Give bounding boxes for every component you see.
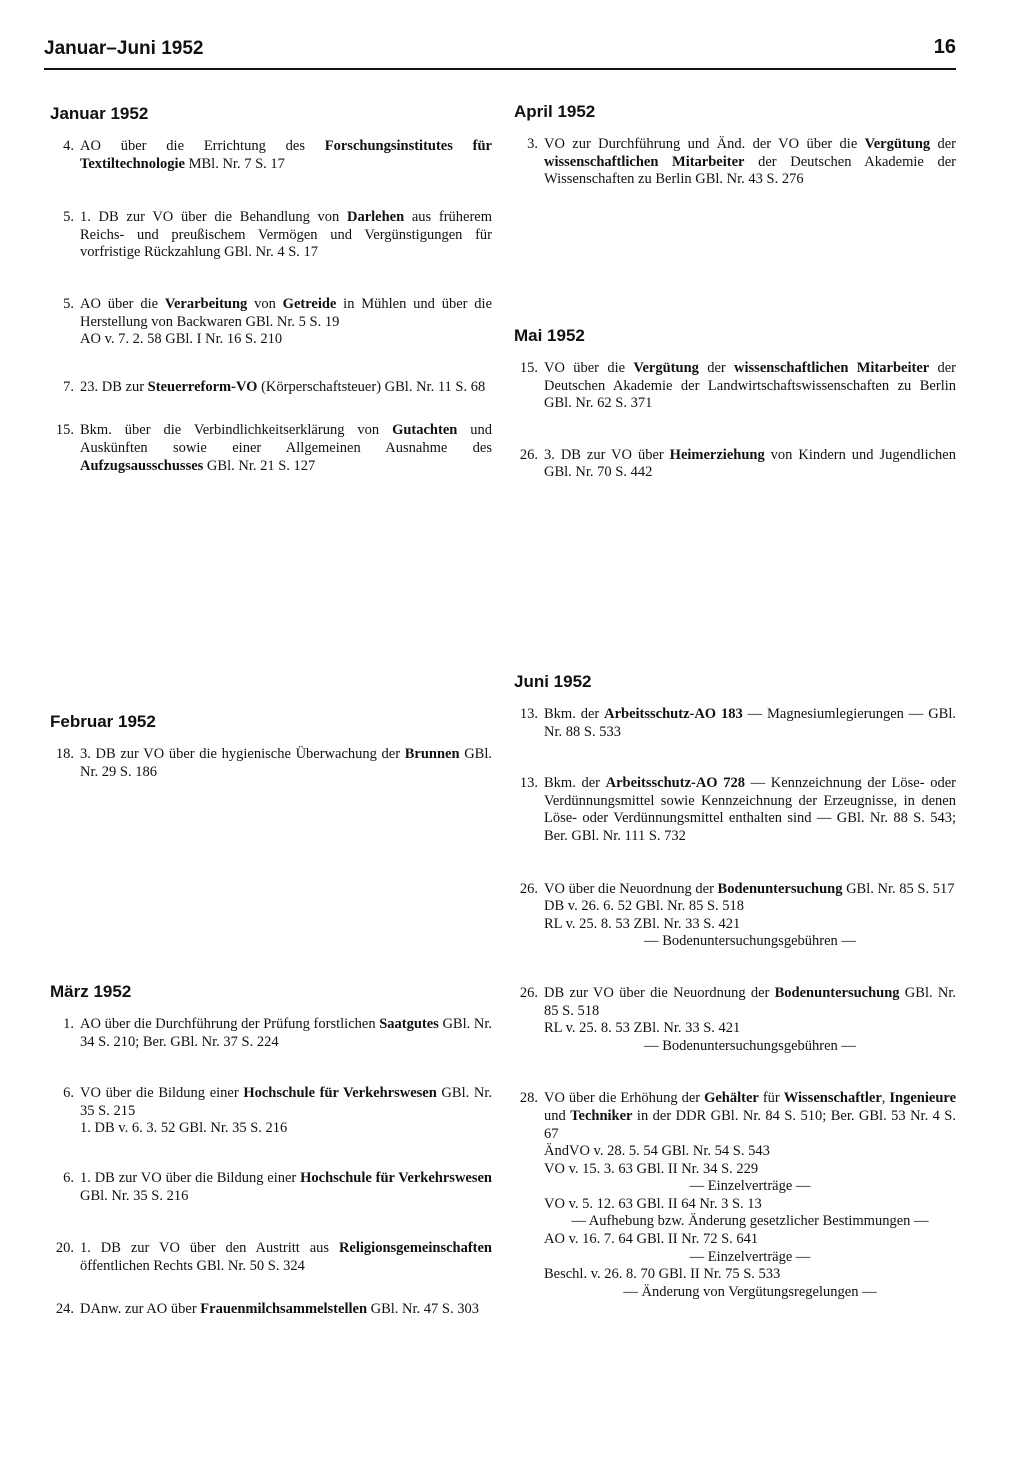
- section-heading: Juni 1952: [514, 672, 592, 691]
- entry-keyword: Bodenuntersuchung: [717, 880, 843, 897]
- entry-keyword: Arbeitsschutz-AO 183: [604, 706, 743, 722]
- entry-keyword: Vergütung: [633, 360, 699, 376]
- page-header: [44, 34, 956, 70]
- entry-text-part: der: [698, 360, 735, 376]
- entry-day: 6.: [63, 1085, 74, 1102]
- entry-keyword: Verarbeitung: [164, 295, 248, 312]
- entry-day: 1.: [63, 1016, 74, 1032]
- list-item: [514, 136, 956, 189]
- entry-text: [544, 985, 956, 1020]
- entry-subject-note: — Aufhebung bzw. Änderung gesetzlicher Bestimmungen —: [571, 1213, 929, 1230]
- entry-text-part: der Deutschen Akademie der Landwirtschaftswissenschaften zu Berlin GBl. Nr. 62 S. 371: [544, 360, 957, 412]
- entry-text: [544, 360, 956, 413]
- entry-keyword: Forschungsinstitutes für Textiltechnologie: [80, 138, 492, 172]
- entry-text-part: 3. DB zur VO über die hygienische Überwachung der: [80, 746, 405, 762]
- entry-text: [80, 1170, 492, 1205]
- entry-text-part: ,: [881, 1090, 890, 1107]
- entry-text-part: VO zur Durchführung und Änd. der VO über die: [544, 136, 865, 152]
- section-maerz: [50, 982, 492, 1319]
- entry-text-part: für: [758, 1090, 784, 1107]
- entry-day: 24.: [55, 1301, 74, 1318]
- entry-day: 13.: [519, 706, 538, 722]
- list-item: [514, 360, 956, 413]
- entry-day: 26.: [519, 446, 538, 463]
- section-heading: Mai 1952: [514, 326, 585, 345]
- list-item: [50, 746, 492, 781]
- list-item: [514, 985, 956, 1055]
- entry-day: 3.: [527, 136, 538, 152]
- entry-text-part: der Deutschen Akademie der Wissenschaften zu Berlin GBl. Nr. 43 S. 276: [544, 153, 956, 188]
- entry-keyword: Brunnen: [404, 746, 460, 762]
- entry-day: 6.: [63, 1169, 74, 1186]
- entry-amendment: AO v. 16. 7. 64 GBl. II Nr. 72 S. 641: [544, 1231, 759, 1248]
- entry-subject-note: — Bodenuntersuchungsgebühren —: [644, 1037, 856, 1054]
- entry-text: [80, 1240, 492, 1275]
- list-item: [514, 706, 956, 741]
- list-item: [50, 138, 492, 173]
- entry-text-part: VO über die Erhöhung der: [544, 1090, 705, 1107]
- entry-text-part: von: [247, 295, 283, 312]
- entry-text: [544, 775, 956, 845]
- entry-text-part: VO über die Bildung einer: [80, 1085, 244, 1102]
- entry-day: 26.: [519, 880, 538, 897]
- entry-subject-note: — Einzelverträge —: [689, 1248, 811, 1265]
- entry-text-part: — Magnesiumlegierungen — GBl. Nr. 88 S. 533: [544, 706, 956, 740]
- entry-text-part: AO über die Errichtung des: [80, 138, 325, 154]
- entry-text-part: und: [544, 1107, 571, 1124]
- entry-text-part: und Auskünften sowie einer Allgemeinen Ausnahme des: [80, 422, 492, 456]
- entry-text-part: GBl. Nr. 85 S. 517: [842, 880, 955, 897]
- section-april: [514, 102, 956, 189]
- list-item: [50, 379, 492, 397]
- entry-text: [80, 209, 492, 262]
- entry-text: [80, 138, 492, 173]
- section-mai: [514, 326, 956, 482]
- list-item: [50, 296, 492, 349]
- entry-amendment: RL v. 25. 8. 53 ZBl. Nr. 33 S. 421: [544, 915, 741, 932]
- entry-text-part: MBl. Nr. 7 S. 17: [184, 155, 285, 172]
- entry-day: 18.: [55, 746, 74, 762]
- entry-text-part: AO über die Durchführung der Prüfung forstlichen: [80, 1016, 380, 1032]
- entry-text-part: AO über die: [80, 295, 165, 312]
- entry-subject-note: — Einzelverträge —: [689, 1178, 811, 1195]
- list-item: [50, 1301, 492, 1319]
- entry-text-part: VO über die Neuordnung der: [544, 880, 718, 897]
- entry-amendment: AO v. 7. 2. 58 GBl. I Nr. 16 S. 210: [80, 331, 283, 348]
- section-heading: März 1952: [50, 982, 132, 1001]
- entry-text-part: DAnw. zur AO über: [80, 1301, 201, 1318]
- entry-keyword: Frauenmilchsammelstellen: [200, 1301, 368, 1318]
- entry-text: [544, 706, 956, 741]
- list-item: [514, 447, 956, 482]
- entry-text-part: Bkm. der: [544, 775, 606, 792]
- entry-amendment: VO v. 15. 3. 63 GBl. II Nr. 34 S. 229: [544, 1160, 759, 1177]
- entry-text: [80, 422, 492, 475]
- entry-keyword: wissenschaftlichen Mitarbeiter: [734, 360, 930, 376]
- list-item: [50, 422, 492, 475]
- entry-day: 5.: [63, 295, 74, 312]
- section-juni: [514, 672, 956, 1301]
- entry-text-part: Bkm. der: [544, 706, 605, 722]
- entry-text: [544, 447, 956, 482]
- entry-day: 28.: [519, 1090, 538, 1107]
- entry-text-part: GBl. Nr. 35 S. 215: [80, 1085, 492, 1119]
- entry-text-part: in der DDR GBl. Nr. 84 S. 510; Ber. GBl. 53 Nr. 4 S. 67: [544, 1107, 956, 1142]
- entry-text-part: (Körperschaftsteuer) GBl. Nr. 11 S. 68: [257, 378, 486, 395]
- running-title: Januar–Juni 1952: [44, 38, 204, 59]
- section-heading: April 1952: [514, 102, 596, 121]
- entry-text-part: Bkm. über die Verbindlichkeitserklärung von: [80, 422, 393, 439]
- entry-text-part: 1. DB zur VO über den Austritt aus: [80, 1240, 339, 1257]
- entry-text: [80, 746, 492, 781]
- entry-day: 13.: [519, 775, 538, 792]
- entry-keyword: Bodenuntersuchung: [774, 984, 900, 1001]
- entry-text-part: GBl. Nr. 35 S. 216: [80, 1187, 189, 1204]
- entry-text-part: — Kennzeichnung der Löse- oder Verdünnungsmittel sowie Kennzeichnung der Erzeugnisse, in denen Löse- oder Verdünnungsmittel enthalten sind — GBl. Nr. 88 S. 543; Ber. GBl. Nr. 111 S. 732: [544, 775, 956, 844]
- entry-text-part: GBl. Nr. 21 S. 127: [203, 457, 316, 474]
- entry-text: [80, 1016, 492, 1051]
- entry-amendment: ÄndVO v. 28. 5. 54 GBl. Nr. 54 S. 543: [544, 1143, 770, 1160]
- entry-keyword: Darlehen: [346, 209, 405, 226]
- entry-amendment: 1. DB v. 6. 3. 52 GBl. Nr. 35 S. 216: [80, 1120, 288, 1137]
- entry-amendment: RL v. 25. 8. 53 ZBl. Nr. 33 S. 421: [544, 1020, 741, 1037]
- entry-keyword: Getreide: [282, 295, 337, 312]
- entry-keyword: Heimerziehung: [669, 446, 765, 463]
- entry-text-part: GBl. Nr. 29 S. 186: [80, 746, 493, 780]
- entry-text: [544, 881, 956, 899]
- entry-subject-note: — Bodenuntersuchungsgebühren —: [644, 933, 856, 950]
- entry-day: 15.: [55, 422, 74, 439]
- entry-text-part: 23. DB zur: [80, 378, 148, 395]
- entry-text-part: von Kindern und Jugendlichen GBl. Nr. 70 S. 442: [544, 446, 956, 481]
- entry-day: 7.: [63, 378, 74, 395]
- entry-keyword: Arbeitsschutz-AO 728: [605, 775, 745, 792]
- entry-keyword: wissenschaftlichen Mitarbeiter: [544, 153, 745, 170]
- entry-keyword: Religionsgemeinschaften: [338, 1240, 492, 1257]
- entry-day: 26.: [519, 984, 538, 1001]
- entry-keyword: Gutachten: [392, 422, 458, 439]
- entry-amendment: DB v. 26. 6. 52 GBl. Nr. 85 S. 518: [544, 898, 745, 915]
- entry-text: [80, 296, 492, 331]
- list-item: [50, 209, 492, 262]
- entry-text: [80, 379, 492, 397]
- entry-text-part: GBl. Nr. 34 S. 210; Ber. GBl. Nr. 37 S. 224: [80, 1016, 493, 1050]
- list-item: [50, 1016, 492, 1051]
- entry-keyword: Aufzugsausschusses: [80, 457, 204, 474]
- entry-keyword: Vergütung: [864, 136, 931, 152]
- entry-text-part: GBl. Nr. 47 S. 303: [367, 1301, 480, 1318]
- entry-day: 5.: [63, 209, 74, 226]
- entry-keyword: Wissenschaftler: [783, 1090, 882, 1107]
- entry-text-part: GBl. Nr. 85 S. 518: [544, 984, 956, 1019]
- entry-text: [80, 1085, 492, 1120]
- entry-keyword: Steuerreform-VO: [147, 378, 258, 395]
- list-item: [50, 1085, 492, 1138]
- list-item: [50, 1170, 492, 1205]
- entry-text: [544, 1090, 956, 1143]
- section-januar: [50, 104, 492, 475]
- list-item: [514, 881, 956, 951]
- entry-text: [80, 1301, 492, 1319]
- page-number: 16: [933, 36, 956, 58]
- entry-text-part: DB zur VO über die Neuordnung der: [544, 984, 775, 1001]
- entry-keyword: Ingenieure: [889, 1090, 957, 1107]
- list-item: [50, 1240, 492, 1275]
- entry-text-part: öffentlichen Rechts GBl. Nr. 50 S. 324: [80, 1257, 305, 1274]
- list-item: [514, 1090, 956, 1301]
- entry-day: 4.: [63, 138, 74, 154]
- entry-keyword: Hochschule für Verkehrswesen: [300, 1169, 492, 1186]
- entry-day: 15.: [519, 360, 538, 376]
- entry-text-part: der: [930, 136, 957, 152]
- entry-text-part: aus früherem Reichs- und preußischem Vermögen und Vergünstigungen für vorfristige Rückzahlung GBl. Nr. 4 S. 17: [80, 209, 493, 261]
- entry-text-part: 1. DB zur VO über die Bildung einer: [80, 1169, 301, 1186]
- entry-text-part: 1. DB zur VO über die Behandlung von: [80, 209, 347, 226]
- entry-amendment: Beschl. v. 26. 8. 70 GBl. II Nr. 75 S. 533: [544, 1266, 781, 1283]
- list-item: [514, 775, 956, 845]
- entry-keyword: Techniker: [570, 1107, 633, 1124]
- section-heading: Januar 1952: [50, 104, 149, 123]
- entry-keyword: Hochschule für Verkehrswesen: [243, 1085, 437, 1102]
- section-heading: Februar 1952: [50, 712, 156, 731]
- entry-text: [544, 136, 956, 189]
- entry-day: 20.: [55, 1240, 74, 1257]
- entry-keyword: Gehälter: [704, 1090, 759, 1107]
- entry-text-part: 3. DB zur VO über: [544, 446, 670, 463]
- entry-text-part: in Mühlen und über die Herstellung von Backwaren GBl. Nr. 5 S. 19: [80, 295, 493, 330]
- entry-keyword: Saatgutes: [379, 1016, 439, 1032]
- entry-amendment: VO v. 5. 12. 63 GBl. II 64 Nr. 3 S. 13: [544, 1195, 762, 1212]
- entry-text-part: VO über die: [544, 360, 634, 376]
- entry-subject-note: — Änderung von Vergütungsregelungen —: [623, 1283, 877, 1300]
- section-februar: [50, 712, 492, 781]
